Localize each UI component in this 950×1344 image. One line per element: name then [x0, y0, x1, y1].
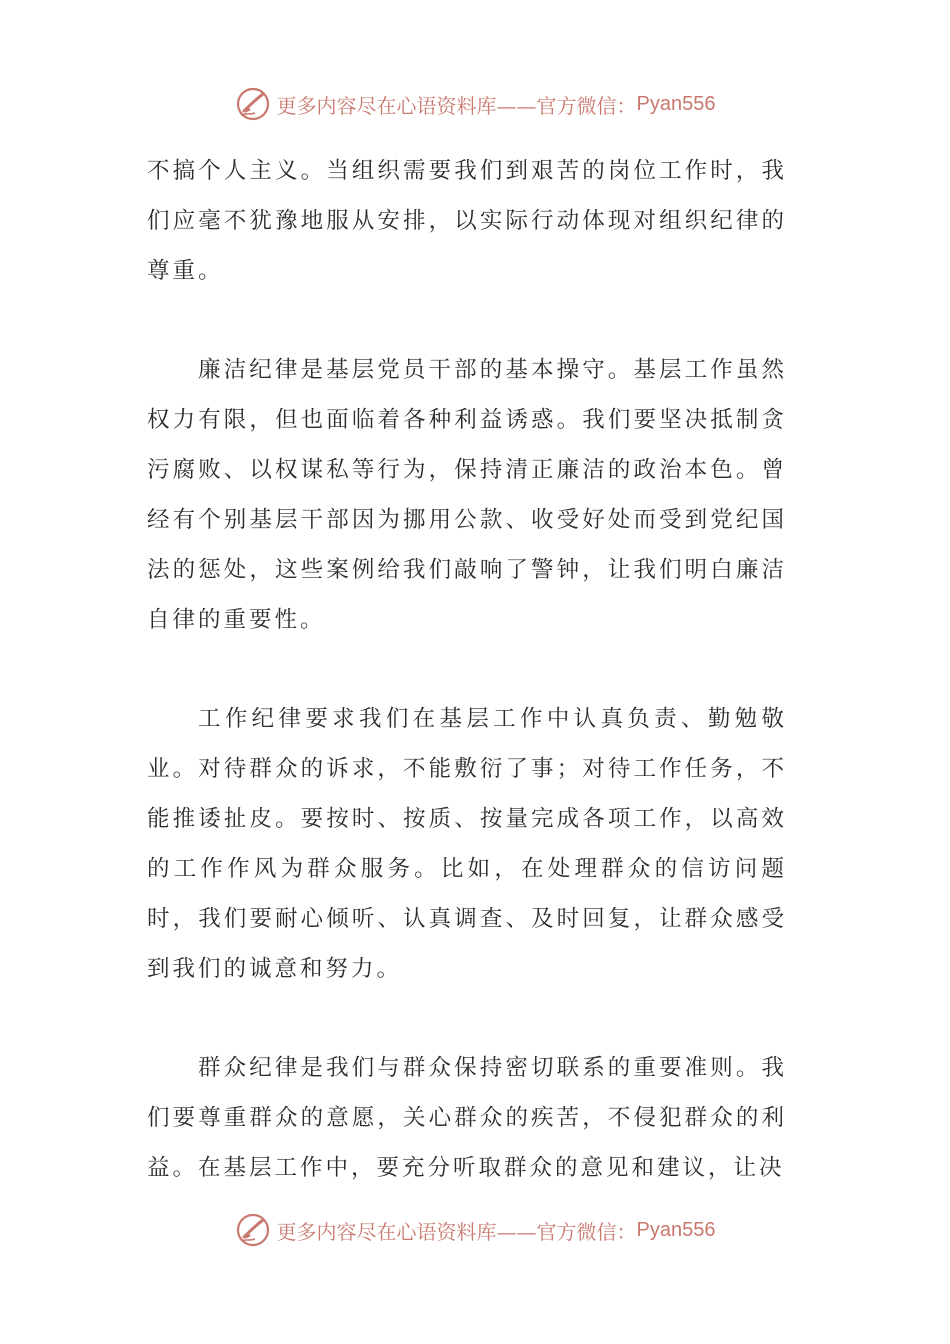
paragraph-2: 廉洁纪律是基层党员干部的基本操守。基层工作虽然权力有限，但也面临着各种利益诱惑。我们要坚决抵制贪污腐败、以权谋私等行为，保持清正廉洁的政治本色。曾经有个别基层干部因为挪用公款、收受好处而受到党纪国法的惩处，这些案例给我们敲响了警钟，让我们明白廉洁自律的重要性。	[147, 357, 787, 633]
paragraph-3: 工作纪律要求我们在基层工作中认真负责、勤勉敬业。对待群众的诉求，不能敷衍了事；对待工作任务，不能推诿扯皮。要按时、按质、按量完成各项工作，以高效的工作作风为群众服务。比如，在处理群众的信访问题时，我们要耐心倾听、认真调查、及时回复，让群众感受到我们的诚意和努力。	[147, 706, 787, 982]
watermark-prefix: 更多内容尽在心语资料库——官方微信：	[276, 1219, 637, 1244]
paragraph-4: 群众纪律是我们与群众保持密切联系的重要准则。我们要尊重群众的意愿，关心群众的疾苦，不侵犯群众的利益。在基层工作中，要充分听取群众的意见和建议，让决	[147, 1055, 787, 1181]
watermark-wechat: Pyan556	[636, 1218, 716, 1241]
pen-logo-icon	[235, 86, 271, 122]
header-watermark	[0, 84, 950, 124]
pen-logo-icon	[235, 1212, 271, 1248]
watermark-prefix: 更多内容尽在心语资料库——官方微信：	[276, 93, 637, 118]
footer-watermark	[0, 1210, 950, 1250]
watermark-wechat: Pyan556	[636, 92, 716, 115]
document-body	[147, 146, 787, 1242]
paragraph-1: 不搞个人主义。当组织需要我们到艰苦的岗位工作时，我们应毫不犹豫地服从安排，以实际行动体现对组织纪律的尊重。	[147, 158, 787, 284]
